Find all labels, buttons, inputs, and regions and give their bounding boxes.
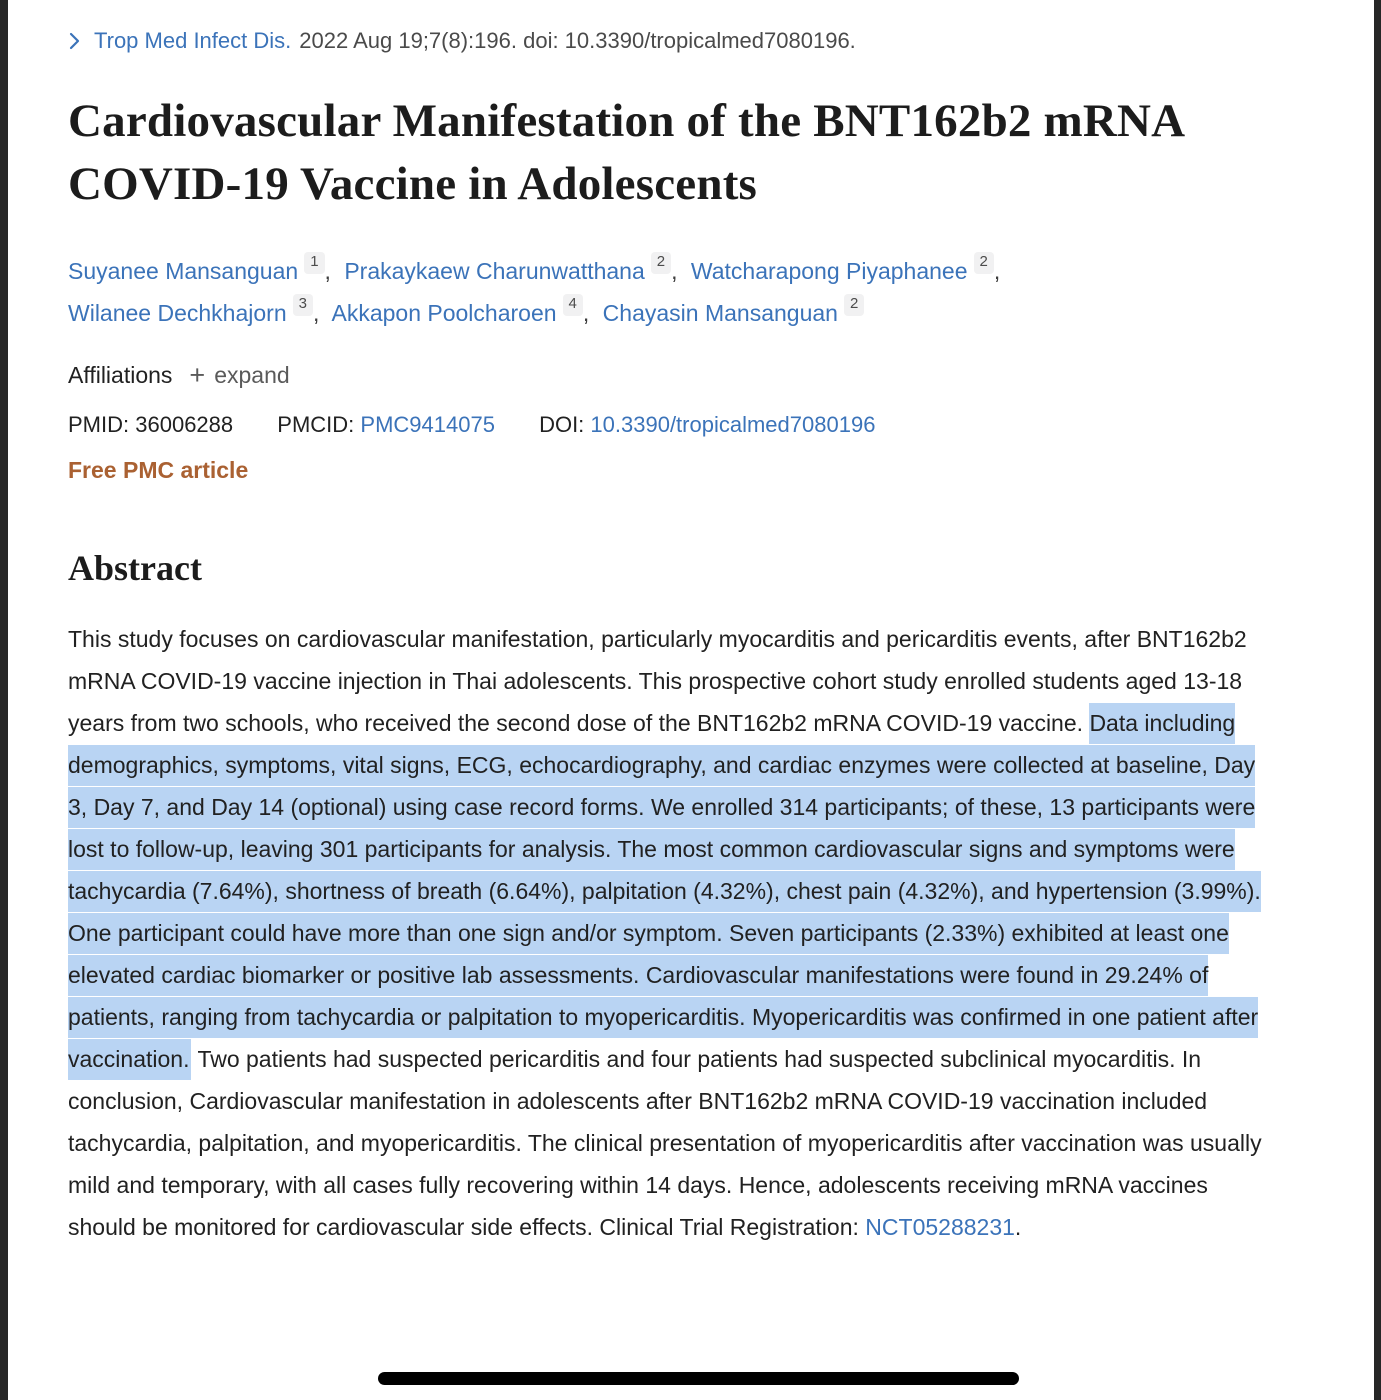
journal-link[interactable]: Trop Med Infect Dis. [94, 28, 292, 53]
identifiers-row [68, 410, 1331, 440]
author [331, 295, 596, 326]
author-link[interactable]: Prakaykaew Charunwatthana [344, 258, 645, 284]
author-separator: , [582, 300, 590, 326]
author-link[interactable]: Akkapon Poolcharoen [331, 300, 557, 326]
chevron-right-icon[interactable] [68, 31, 81, 51]
pmcid-link[interactable]: PMC9414075 [360, 412, 495, 437]
clinical-trial-registration-link[interactable]: NCT05288231 [865, 1214, 1015, 1240]
abstract-text-highlighted: Data including demographics, symptoms, vital signs, ECG, echocardiography, and cardiac enzymes were collected at baseline, Day 3, Day 7, and Day 14 (optional) using case record forms. We enrolled 314 participants; of these, 13 participants were lost to follow-up, leaving 301 participants for analysis. The most common cardiovascular signs and symptoms were tachycardia (7.64%), shortness of breath (6.64%), palpitation (4.32%), chest pain (4.32%), and hypertension (3.99%). One participant could have more than one sign and/or symptom. Seven participants (2.33%) exhibited at least one elevated cardiac biomarker or positive lab assessments. Cardiovascular manifestations were found in 29.24% of patients, ranging from tachycardia or palpitation to myopericarditis. Myopericarditis was confirmed in one patient after vaccination. [68, 703, 1261, 1080]
affiliations-expand-button[interactable]: expand [214, 362, 290, 388]
author-link[interactable]: Wilanee Dechkhajorn [68, 300, 287, 326]
author-list-line-2 [68, 292, 1331, 334]
left-edge-strip [0, 0, 8, 1400]
article-content [68, 0, 1331, 1248]
author-affiliation-superscript: 3 [293, 294, 313, 316]
author-affiliation-superscript: 2 [844, 294, 864, 316]
pmcid-group [277, 412, 495, 437]
abstract-heading: Abstract [68, 548, 202, 588]
author-affiliation-superscript: 2 [974, 252, 994, 274]
author-separator: , [324, 258, 331, 284]
trailing-period: . [1014, 1214, 1022, 1240]
pmid-value: 36006288 [135, 412, 234, 437]
author-link[interactable]: Watcharapong Piyaphanee [690, 258, 968, 284]
bottom-marker-bar [378, 1372, 1019, 1385]
author-affiliation-superscript: 1 [304, 252, 324, 274]
author-affiliation-superscript: 4 [563, 294, 583, 316]
author [344, 253, 684, 284]
citation-text: 2022 Aug 19;7(8):196. doi: 10.3390/tropicalmed7080196. [299, 28, 856, 53]
doi-link[interactable]: 10.3390/tropicalmed7080196 [590, 412, 876, 437]
author [690, 253, 1007, 284]
pmid-label: PMID: [68, 412, 130, 437]
abstract-paragraph [68, 618, 1280, 1248]
abstract-text-after-highlight: Two patients had suspected pericarditis and four patients had suspected subclinical myocarditis. In conclusion, Cardiovascular manifestation in adolescents after BNT162b2 mRNA COVID-19 vaccination included tachycardia, palpitation, and myopericarditis. The clinical presentation of myopericarditis after vaccination was usually mild and temporary, with all cases fully recovering within 14 days. Hence, adolescents receiving mRNA vaccines should be monitored for cardiovascular side effects. Clinical Trial Registration: [68, 1046, 1262, 1240]
author-separator: , [993, 258, 1001, 284]
plus-icon[interactable]: + [189, 360, 206, 390]
author [68, 295, 326, 326]
pmcid-label: PMCID: [277, 412, 355, 437]
page-title: Cardiovascular Manifestation of the BNT162b2 mRNA COVID-19 Vaccine in Adolescents [68, 95, 1183, 210]
affiliations-label: Affiliations [68, 362, 173, 388]
author-separator: , [312, 300, 320, 326]
breadcrumb [68, 26, 1331, 56]
author [602, 295, 865, 326]
author-list-line-1 [68, 250, 1331, 292]
author-separator: , [671, 258, 678, 284]
affiliations-row [68, 360, 1331, 391]
free-pmc-article-badge: Free PMC article [68, 457, 249, 483]
author [68, 253, 338, 284]
author-affiliation-superscript: 2 [651, 252, 671, 274]
author-list [68, 250, 1331, 334]
pmid-group [68, 412, 233, 437]
author-link[interactable]: Chayasin Mansanguan [602, 300, 838, 326]
doi-group [539, 412, 875, 437]
abstract-text-before-highlight: This study focuses on cardiovascular manifestation, particularly myocarditis and pericarditis events, after BNT162b2 mRNA COVID-19 vaccine injection in Thai adolescents. This prospective cohort study enrolled students aged 13-18 years from two schools, who received the second dose of the BNT162b2 mRNA COVID-19 vaccine. [68, 626, 1247, 736]
doi-label: DOI: [539, 412, 585, 437]
author-link[interactable]: Suyanee Mansanguan [68, 258, 299, 284]
right-edge-strip [1374, 0, 1381, 1400]
